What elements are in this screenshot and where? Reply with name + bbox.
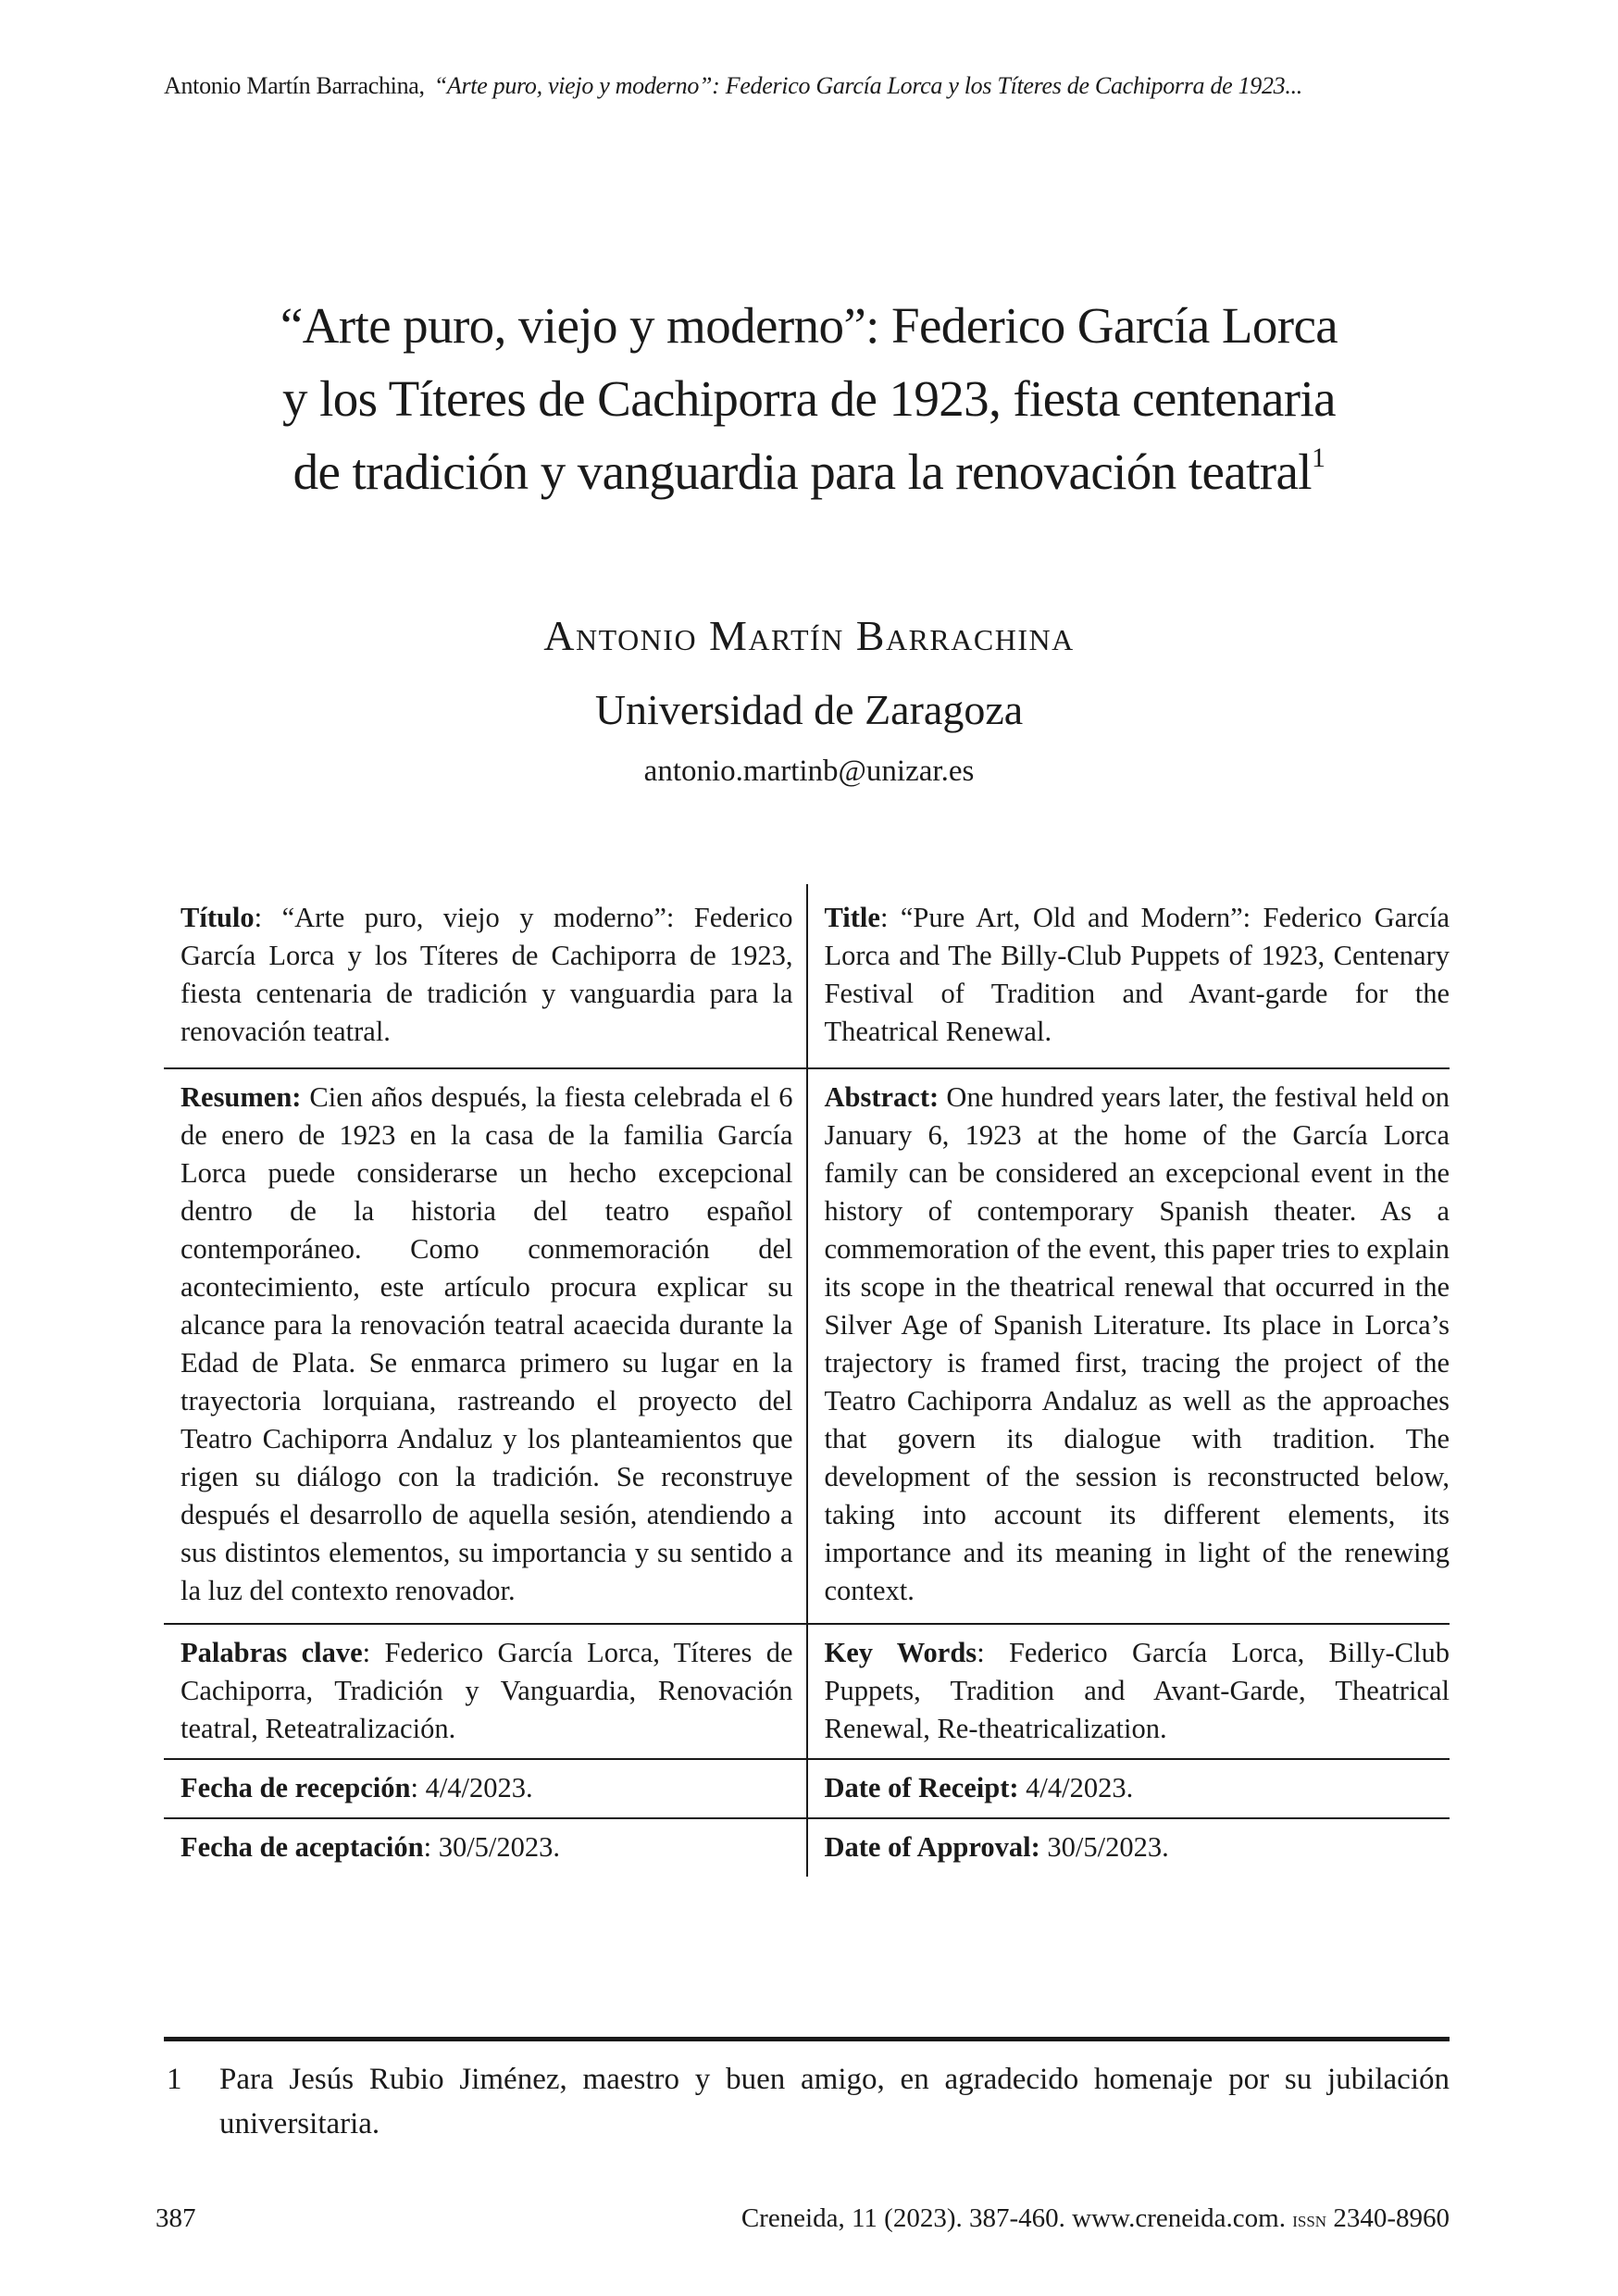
table-row-title xyxy=(164,884,1450,1068)
author-affiliation: Universidad de Zaragoza xyxy=(594,686,1024,733)
title-es-cell: Título: “Arte puro, viejo y moderno”: Federico García Lorca y los Títeres de Cachiporra de 1923, fiesta centenaria de tradición y vanguardia para la renovación teatral. xyxy=(164,884,807,1068)
title-en-label: Title xyxy=(824,902,880,933)
fecha-aceptacion-label: Fecha de aceptación xyxy=(180,1831,424,1863)
running-head-author: Antonio Martín Barrachina, xyxy=(164,72,425,99)
resumen-text: Cien años después, la fiesta celebrada el 6 de enero de 1923 en la casa de la familia García Lorca puede considerarse un hecho excepcional dentro de la historia del teatro español contemporáneo. Como conmemoración del acontecimiento, este artículo procura explicar su alcance para la renovación teatral acaecida durante la Edad de Plata. Se enmarca primero su lugar en la trayectoria lorquiana, rastreando el proyecto del Teatro Cachiporra Andaluz y los planteamientos que rigen su diálogo con la tradición. Se reconstruye después el desarrollo de aquella sesión, atendiendo a sus distintos elementos, su importancia y su sentido a la luz del contexto renovador. xyxy=(180,1081,793,1606)
palabras-clave-cell: Palabras clave: Federico García Lorca, Títeres de Cachiporra, Tradición y Vanguardia, Renovación teatral, Reteatralización. xyxy=(164,1624,807,1759)
palabras-clave-text: Federico García Lorca, Títeres de Cachiporra, Tradición y Vanguardia, Renovación teatral, Reteatralización. xyxy=(180,1637,793,1744)
date-receipt-label: Date of Receipt: xyxy=(824,1772,1019,1803)
table-row-approval xyxy=(164,1818,1450,1877)
title-line-3: de tradición y vanguardia para la renovación teatral xyxy=(292,443,1312,500)
footnote-text: Para Jesús Rubio Jiménez, maestro y buen amigo, en agradecido homenaje por su jubilación universitaria. xyxy=(219,2063,1450,2140)
date-receipt-cell xyxy=(807,1759,1450,1818)
author-email[interactable]: antonio.martinb@unizar.es xyxy=(643,755,975,788)
running-head-title: “Arte puro, viejo y moderno”: Federico García Lorca y los Títeres de Cachiporra de 1923... xyxy=(433,72,1302,99)
title-footnote-mark[interactable]: 1 xyxy=(1311,443,1326,473)
date-approval-label: Date of Approval: xyxy=(824,1831,1040,1863)
fecha-recepcion-cell: Fecha de recepción: 4/4/2023. xyxy=(164,1759,807,1818)
key-words-cell: Key Words: Federico García Lorca, Billy-Club Puppets, Tradition and Avant-Garde, Theatrical Renewal, Re-theatricalization. xyxy=(807,1624,1450,1759)
fecha-recepcion-label: Fecha de recepción xyxy=(180,1772,411,1803)
issn-label: issn xyxy=(1292,2208,1327,2232)
footnote-number: 1 xyxy=(167,2063,182,2096)
fecha-aceptacion-value: 30/5/2023. xyxy=(438,1831,561,1863)
fecha-recepcion-value: 4/4/2023. xyxy=(425,1772,533,1803)
running-head xyxy=(164,72,1460,100)
article-title xyxy=(185,289,1433,508)
footnote-1 xyxy=(164,2057,1450,2146)
key-words-text: Federico García Lorca, Billy-Club Puppets, Tradition and Avant-Garde, Theatrical Renewal, Re-theatricalization. xyxy=(824,1637,1450,1744)
table-row-keywords xyxy=(164,1624,1450,1759)
issn-number: 2340-8960 xyxy=(1333,2203,1450,2233)
date-approval-cell xyxy=(807,1818,1450,1877)
journal-citation xyxy=(741,2203,1450,2234)
abstract-cell xyxy=(807,1068,1450,1624)
key-words-label: Key Words xyxy=(824,1637,977,1668)
date-receipt-value: 4/4/2023. xyxy=(1026,1772,1134,1803)
title-en-cell: Title: “Pure Art, Old and Modern”: Federico García Lorca and The Billy-Club Puppets of 1923, Centenary Festival of Tradition and Avant-garde for the Theatrical Renewal. xyxy=(807,884,1450,1068)
title-line-1: “Arte puro, viejo y moderno”: Federico García Lorca xyxy=(280,297,1338,354)
title-es-text: “Arte puro, viejo y moderno”: Federico García Lorca y los Títeres de Cachiporra de 1923, fiesta centenaria de tradición y vanguardia para la renovación teatral. xyxy=(180,902,793,1047)
title-line-2: y los Títeres de Cachiporra de 1923, fiesta centenaria xyxy=(282,370,1336,427)
author-name: Antonio Martín Barrachina xyxy=(543,612,1075,659)
journal-name: Creneida, 11 (2023). 387-460. www.creneida.com. xyxy=(741,2203,1286,2233)
title-es-label: Título xyxy=(180,902,255,933)
table-row-receipt xyxy=(164,1759,1450,1818)
footnote-divider xyxy=(164,2037,1450,2041)
abstract-label: Abstract: xyxy=(824,1081,940,1113)
resumen-cell xyxy=(164,1068,807,1624)
metadata-table xyxy=(164,884,1450,1877)
abstract-text: One hundred years later, the festival held on January 6, 1923 at the home of the García Lorca family can be considered an excepcional event in the history of contemporary Spanish theater. As a commemoration of the event, this paper tries to explain its scope in the theatrical renewal that occurred in the Silver Age of Spanish Literature. Its place in Lorca’s trajectory is framed first, tracing the project of the Teatro Cachiporra Andaluz as well as the approaches that govern its dialogue with tradition. The development of the session is reconstructed below, taking into account its different elements, its importance and its meaning in light of the renewing context. xyxy=(824,1081,1450,1606)
date-approval-value: 30/5/2023. xyxy=(1047,1831,1169,1863)
title-en-text: “Pure Art, Old and Modern”: Federico García Lorca and The Billy-Club Puppets of 1923, Centenary Festival of Tradition and Avant-garde for the Theatrical Renewal. xyxy=(824,902,1450,1047)
table-row-abstract xyxy=(164,1068,1450,1624)
fecha-aceptacion-cell: Fecha de aceptación: 30/5/2023. xyxy=(164,1818,807,1877)
page-number: 387 xyxy=(156,2203,196,2233)
palabras-clave-label: Palabras clave xyxy=(180,1637,363,1668)
resumen-label: Resumen: xyxy=(180,1081,302,1113)
